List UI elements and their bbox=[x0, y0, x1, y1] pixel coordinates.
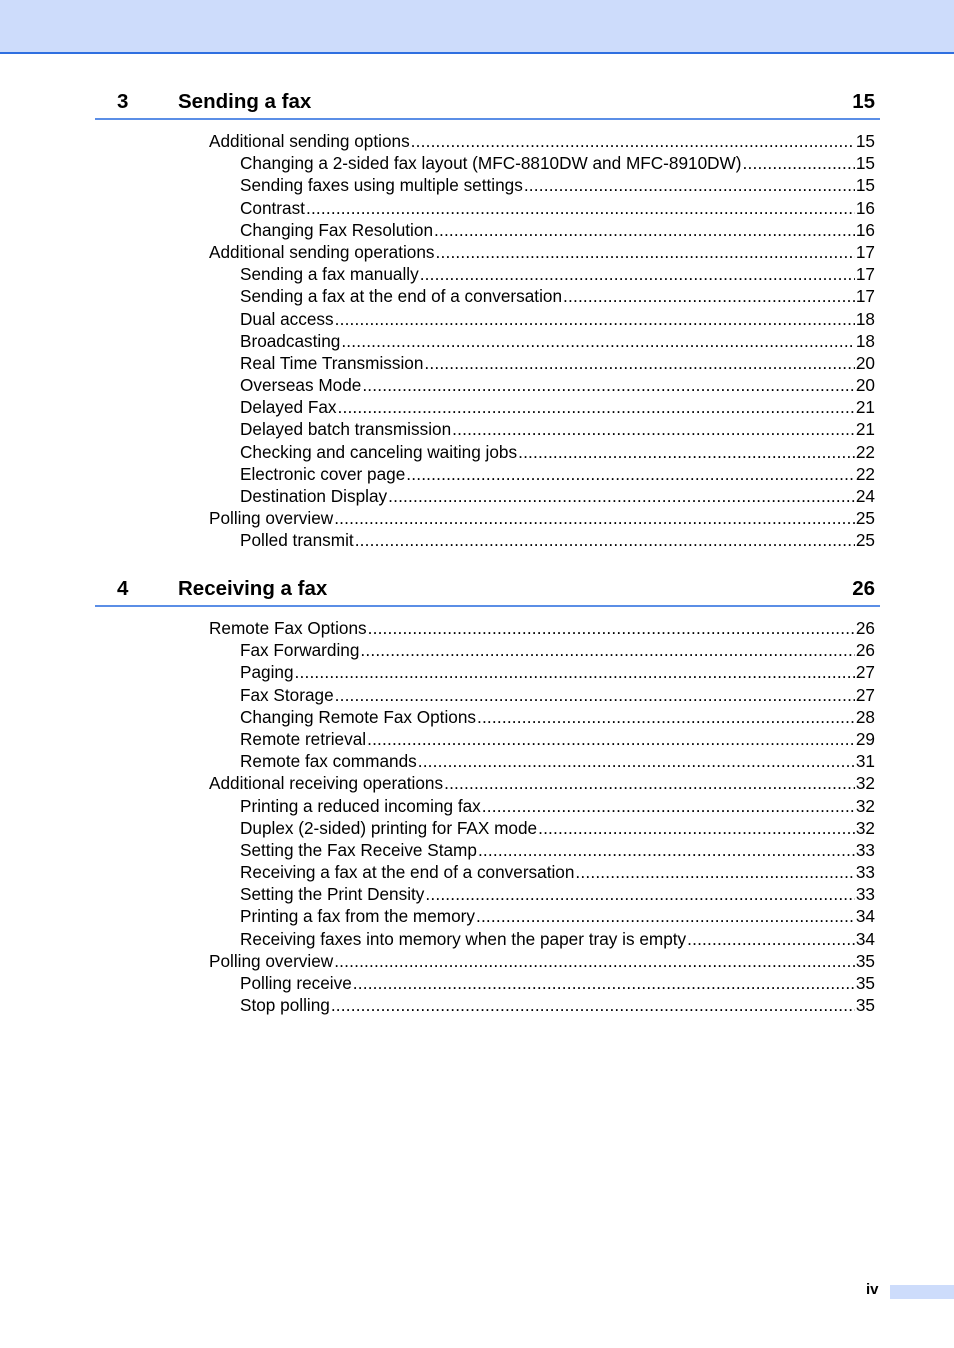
toc-subsection-entry[interactable] bbox=[240, 441, 875, 463]
toc-entry-page: 34 bbox=[855, 928, 875, 949]
toc-subsection-entry[interactable] bbox=[240, 661, 875, 683]
dot-leader bbox=[331, 994, 855, 1016]
toc-entry-label: Changing a 2-sided fax layout (MFC-8810DW and MFC-8910DW) bbox=[240, 153, 742, 174]
toc-entry-page: 15 bbox=[855, 175, 875, 196]
toc-subsection-entry[interactable] bbox=[240, 972, 875, 994]
toc-entry-label: Broadcasting bbox=[240, 330, 341, 351]
dot-leader bbox=[362, 374, 855, 396]
toc-entry-page: 21 bbox=[855, 397, 875, 418]
toc-entry-page: 20 bbox=[855, 352, 875, 373]
dot-leader bbox=[334, 507, 855, 529]
chapter-title: Receiving a fax bbox=[178, 577, 328, 600]
toc-subsection-entry[interactable] bbox=[240, 529, 875, 551]
toc-entry-label: Polled transmit bbox=[240, 530, 354, 551]
toc-entry-label: Overseas Mode bbox=[240, 375, 362, 396]
toc-section-entry[interactable] bbox=[209, 130, 875, 152]
dot-leader bbox=[295, 661, 855, 683]
toc-subsection-entry[interactable] bbox=[240, 263, 875, 285]
toc-entry-label: Polling overview bbox=[209, 508, 334, 529]
toc-entry-label: Duplex (2-sided) printing for FAX mode bbox=[240, 817, 538, 838]
toc-entry-label: Stop polling bbox=[240, 995, 330, 1016]
toc-entry-page: 16 bbox=[855, 197, 875, 218]
toc-entry-page: 28 bbox=[855, 706, 875, 727]
toc-entry-label: Additional sending options bbox=[209, 131, 410, 151]
toc-section-entry[interactable] bbox=[209, 617, 875, 639]
dot-leader bbox=[524, 174, 855, 196]
toc-entry-page: 22 bbox=[855, 463, 875, 484]
dot-leader bbox=[334, 950, 855, 972]
chapter-number: 4 bbox=[117, 577, 129, 600]
dot-leader bbox=[563, 285, 855, 307]
toc-entry-label: Receiving faxes into memory when the paper tray is empty bbox=[240, 928, 687, 949]
toc-subsection-entry[interactable] bbox=[240, 285, 875, 307]
toc-entry-label: Delayed batch transmission bbox=[240, 419, 452, 440]
toc-subsection-entry[interactable] bbox=[240, 308, 875, 330]
toc-entries bbox=[95, 617, 880, 1016]
toc-entry-label: Changing Fax Resolution bbox=[240, 219, 433, 240]
toc-entry-page: 20 bbox=[855, 375, 875, 396]
dot-leader bbox=[575, 861, 854, 883]
dot-leader bbox=[353, 972, 855, 994]
dot-leader bbox=[335, 308, 855, 330]
dot-leader bbox=[367, 728, 855, 750]
toc-subsection-entry[interactable] bbox=[240, 197, 875, 219]
toc-entry-page: 35 bbox=[855, 950, 875, 971]
toc-entry-page: 18 bbox=[855, 308, 875, 329]
toc-entry-page: 17 bbox=[855, 264, 875, 285]
toc-subsection-entry[interactable] bbox=[240, 817, 875, 839]
toc-subsection-entry[interactable] bbox=[240, 905, 875, 927]
dot-leader bbox=[341, 330, 855, 352]
chapter-title: Sending a fax bbox=[178, 90, 312, 113]
toc-entry-page: 31 bbox=[855, 751, 875, 772]
toc-entry-label: Remote fax commands bbox=[240, 751, 417, 772]
toc-entry-label: Dual access bbox=[240, 308, 334, 329]
toc-entry-page: 33 bbox=[855, 839, 875, 860]
toc-entry-page: 24 bbox=[855, 486, 875, 506]
dot-leader bbox=[425, 883, 854, 905]
toc-entry-page: 29 bbox=[855, 728, 875, 749]
dot-leader bbox=[518, 441, 855, 463]
dot-leader bbox=[424, 352, 854, 374]
toc-subsection-entry[interactable] bbox=[240, 485, 875, 507]
toc-entry-page: 35 bbox=[855, 973, 875, 993]
toc-entry-label: Sending faxes using multiple settings bbox=[240, 175, 523, 196]
toc-subsection-entry[interactable] bbox=[240, 639, 875, 661]
toc-entry-page: 22 bbox=[855, 441, 875, 462]
dot-leader bbox=[476, 905, 855, 927]
toc-entry-label: Delayed Fax bbox=[240, 397, 337, 418]
toc-entry-page: 17 bbox=[855, 286, 875, 307]
dot-leader bbox=[436, 241, 855, 263]
toc-entry-label: Sending a fax manually bbox=[240, 264, 419, 285]
toc-subsection-entry[interactable] bbox=[240, 152, 875, 174]
toc-entry-label: Setting the Fax Receive Stamp bbox=[240, 839, 477, 860]
toc-entry-page: 26 bbox=[855, 640, 875, 661]
dot-leader bbox=[338, 396, 855, 418]
toc-entry-label: Checking and canceling waiting jobs bbox=[240, 441, 518, 462]
toc-subsection-entry[interactable] bbox=[240, 463, 875, 485]
toc-entry-label: Remote Fax Options bbox=[209, 618, 367, 638]
toc-entry-label: Destination Display bbox=[240, 486, 388, 506]
toc-subsection-entry[interactable] bbox=[240, 883, 875, 905]
toc-entry-label: Fax Storage bbox=[240, 684, 334, 705]
toc-entry-label: Polling receive bbox=[240, 973, 352, 993]
toc-subsection-entry[interactable] bbox=[240, 374, 875, 396]
toc-entry-page: 26 bbox=[855, 618, 875, 638]
dot-leader bbox=[418, 750, 855, 772]
toc-entry-page: 27 bbox=[855, 684, 875, 705]
chapter-page: 26 bbox=[852, 577, 875, 600]
toc-section-entry[interactable] bbox=[209, 241, 875, 263]
toc-entry-label: Changing Remote Fax Options bbox=[240, 706, 476, 727]
toc-entry-page: 32 bbox=[855, 795, 875, 816]
toc-entry-label: Additional sending operations bbox=[209, 241, 435, 262]
toc-subsection-entry[interactable] bbox=[240, 352, 875, 374]
toc-entry-page: 27 bbox=[855, 662, 875, 683]
toc-entry-label: Remote retrieval bbox=[240, 728, 367, 749]
toc-entry-label: Sending a fax at the end of a conversation bbox=[240, 286, 563, 307]
toc-section-entry[interactable] bbox=[209, 507, 875, 529]
dot-leader bbox=[420, 263, 855, 285]
dot-leader bbox=[355, 529, 855, 551]
chapter-section bbox=[95, 575, 880, 1016]
dot-leader bbox=[687, 928, 855, 950]
toc-entries bbox=[95, 130, 880, 552]
dot-leader bbox=[306, 197, 855, 219]
toc-subsection-entry[interactable] bbox=[240, 706, 875, 728]
toc-subsection-entry[interactable] bbox=[240, 396, 875, 418]
toc-subsection-entry[interactable] bbox=[240, 750, 875, 772]
chapter-section bbox=[95, 88, 880, 552]
toc-entry-page: 17 bbox=[855, 241, 875, 262]
toc-subsection-entry[interactable] bbox=[240, 795, 875, 817]
dot-leader bbox=[388, 485, 855, 507]
chapter-heading[interactable] bbox=[95, 88, 880, 120]
toc-entry-label: Printing a reduced incoming fax bbox=[240, 795, 481, 816]
dot-leader bbox=[406, 463, 855, 485]
chapter-heading[interactable] bbox=[95, 575, 880, 607]
toc-entry-label: Printing a fax from the memory bbox=[240, 906, 475, 927]
toc-subsection-entry[interactable] bbox=[240, 418, 875, 440]
dot-leader bbox=[434, 219, 855, 241]
dot-leader bbox=[482, 795, 855, 817]
dot-leader bbox=[360, 639, 854, 661]
toc-section-entry[interactable] bbox=[209, 950, 875, 972]
toc-subsection-entry[interactable] bbox=[240, 861, 875, 883]
toc-entry-page: 21 bbox=[855, 419, 875, 440]
toc-entry-label: Real Time Transmission bbox=[240, 352, 424, 373]
chapter-page: 15 bbox=[852, 90, 875, 113]
toc-subsection-entry[interactable] bbox=[240, 839, 875, 861]
chapter-number: 3 bbox=[117, 90, 129, 113]
toc-subsection-entry[interactable] bbox=[240, 928, 875, 950]
dot-leader bbox=[743, 152, 855, 174]
toc-subsection-entry[interactable] bbox=[240, 174, 875, 196]
footer-bar bbox=[890, 1285, 954, 1299]
toc-entry-label: Paging bbox=[240, 662, 294, 683]
toc-entry-page: 25 bbox=[855, 530, 875, 551]
toc-entry-page: 18 bbox=[855, 330, 875, 351]
toc-entry-page: 15 bbox=[855, 131, 875, 151]
dot-leader bbox=[538, 817, 855, 839]
dot-leader bbox=[368, 617, 855, 639]
dot-leader bbox=[411, 130, 855, 152]
toc-entry-label: Receiving a fax at the end of a conversation bbox=[240, 862, 575, 883]
toc-subsection-entry[interactable] bbox=[240, 684, 875, 706]
header-band bbox=[0, 0, 954, 54]
toc-entry-page: 33 bbox=[855, 884, 875, 905]
toc-entry-page: 32 bbox=[855, 773, 875, 794]
toc-entry-label: Fax Forwarding bbox=[240, 640, 360, 661]
toc-entry-label: Contrast bbox=[240, 197, 305, 218]
toc-entry-label: Polling overview bbox=[209, 950, 334, 971]
toc-entry-label: Setting the Print Density bbox=[240, 884, 425, 905]
dot-leader bbox=[478, 839, 855, 861]
toc-entry-page: 15 bbox=[855, 153, 875, 174]
toc-entry-page: 25 bbox=[855, 508, 875, 529]
toc-entry-page: 32 bbox=[855, 817, 875, 838]
dot-leader bbox=[335, 684, 855, 706]
dot-leader bbox=[452, 418, 855, 440]
toc-entry-page: 34 bbox=[855, 906, 875, 927]
toc-subsection-entry[interactable] bbox=[240, 330, 875, 352]
toc-entry-page: 33 bbox=[855, 862, 875, 883]
dot-leader bbox=[444, 772, 855, 794]
toc-section-entry[interactable] bbox=[209, 772, 875, 794]
dot-leader bbox=[477, 706, 855, 728]
toc-entry-page: 16 bbox=[855, 219, 875, 240]
toc-entry-label: Electronic cover page bbox=[240, 463, 406, 484]
footer-page-number: iv bbox=[866, 1281, 879, 1298]
toc-entry-label: Additional receiving operations bbox=[209, 773, 444, 794]
toc-subsection-entry[interactable] bbox=[240, 728, 875, 750]
toc-subsection-entry[interactable] bbox=[240, 994, 875, 1016]
toc-subsection-entry[interactable] bbox=[240, 219, 875, 241]
toc-entry-page: 35 bbox=[855, 995, 875, 1016]
